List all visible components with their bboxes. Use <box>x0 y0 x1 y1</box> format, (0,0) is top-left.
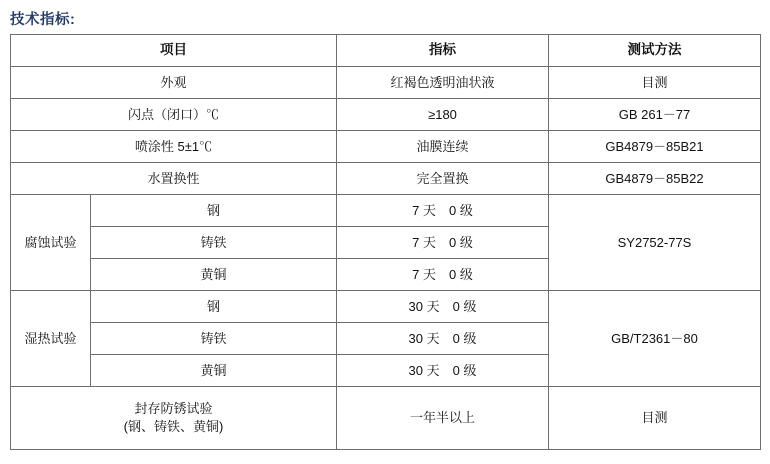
column-header-item: 项目 <box>11 35 337 67</box>
table-row <box>11 131 761 163</box>
cell-index: 30 天 0 级 <box>337 291 549 323</box>
table-header-row <box>11 35 761 67</box>
cell-index: 7 天 0 级 <box>337 195 549 227</box>
cell-item: 铸铁 <box>91 323 337 355</box>
table-header <box>11 35 761 67</box>
cell-item: 黄铜 <box>91 355 337 387</box>
group-label-humidity-test: 湿热试验 <box>11 291 91 387</box>
cell-method: 目测 <box>549 387 761 450</box>
cell-item-line1: 封存防锈试验 <box>134 401 213 417</box>
column-header-index: 指标 <box>337 35 549 67</box>
cell-index: 7 天 0 级 <box>337 227 549 259</box>
cell-item: 钢 <box>91 195 337 227</box>
cell-item-preservation-test <box>11 387 337 450</box>
cell-item: 外观 <box>11 67 337 99</box>
cell-index: 一年半以上 <box>337 387 549 450</box>
column-header-method: 测试方法 <box>549 35 761 67</box>
cell-item: 喷涂性 5±1℃ <box>11 131 337 163</box>
table-row <box>11 387 761 450</box>
cell-item-line2: (钢、铸铁、黄铜) <box>123 419 224 434</box>
cell-index: 30 天 0 级 <box>337 323 549 355</box>
cell-method: GB4879－85B21 <box>549 131 761 163</box>
table-row <box>11 195 761 227</box>
technical-specifications-table <box>10 34 761 450</box>
cell-item: 铸铁 <box>91 227 337 259</box>
cell-item: 闪点（闭口）℃ <box>11 99 337 131</box>
table-row <box>11 291 761 323</box>
table-row <box>11 67 761 99</box>
table-row <box>11 163 761 195</box>
cell-index: ≥180 <box>337 99 549 131</box>
cell-item: 黄铜 <box>91 259 337 291</box>
table-row <box>11 99 761 131</box>
cell-index: 7 天 0 级 <box>337 259 549 291</box>
cell-item: 水置换性 <box>11 163 337 195</box>
cell-item: 钢 <box>91 291 337 323</box>
page-title: 技术指标: <box>10 12 76 28</box>
cell-index: 30 天 0 级 <box>337 355 549 387</box>
cell-method: SY2752-77S <box>549 195 761 291</box>
cell-method: 目测 <box>549 67 761 99</box>
table-body <box>11 67 761 450</box>
cell-method: GB4879－85B22 <box>549 163 761 195</box>
cell-index: 油膜连续 <box>337 131 549 163</box>
cell-method: GB/T2361－80 <box>549 291 761 387</box>
group-label-corrosion-test: 腐蚀试验 <box>11 195 91 291</box>
cell-index: 红褐色透明油状液 <box>337 67 549 99</box>
cell-method: GB 261－77 <box>549 99 761 131</box>
cell-index: 完全置换 <box>337 163 549 195</box>
